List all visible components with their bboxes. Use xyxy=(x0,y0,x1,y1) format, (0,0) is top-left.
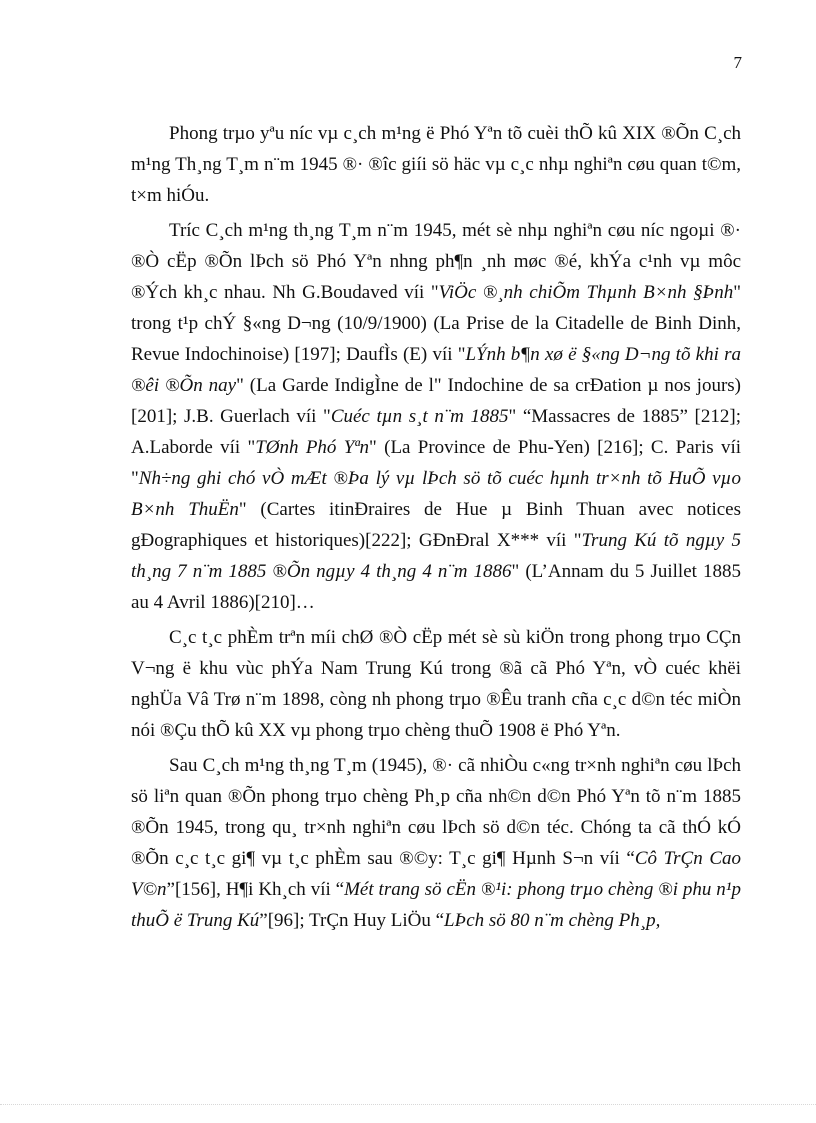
paragraph-4-text-2: ”[156], H¶i Kh¸ch víi “ xyxy=(166,879,345,900)
paragraph-2-title-5: Nh÷ng ghi chó vÒ mÆt ®Þa lý vµ lÞch sö tõ cuéc hµnh tr×nh tõ HuÕ vµo B×nh ThuËn xyxy=(131,468,741,520)
paragraph-2-text-7: " (L’Annam du 5 Juillet 1885 au 4 Avril 1886)[210]… xyxy=(131,561,741,613)
paragraph-2-text-6: " (Cartes itinÐraires de Hue µ Binh Thuan avec notices gÐographiques et historiques)[222]; GÐnÐral X*** víi " xyxy=(131,499,741,551)
page-number: 7 xyxy=(733,53,742,72)
paragraph-2-text-1: Tríc C¸ch m¹ng th¸ng T¸m n¨m 1945, mét sè nhµ nghiªn cøu níc ngoµi ®· ®Ò cËp ®Õn lÞch sö Phó Yªn nhng ph¶n ¸nh møc ®é, khÝa c¹nh vµ môc ®Ých kh¸c nhau. Nh G.Boudaved víi " xyxy=(131,220,741,303)
paragraph-4-title-3: LÞch sö 80 n¨m chèng Ph¸p, xyxy=(444,910,661,931)
page-bottom-edge xyxy=(0,1104,816,1123)
paragraph-2-title-6: Trung Kú tõ ngµy 5 th¸ng 7 n¨m 1885 ®Õn ngµy 4 th¸ng 4 n¨m 1886 xyxy=(131,530,742,582)
paragraph-1-text: Phong trµo yªu níc vµ c¸ch m¹ng ë Phó Yªn tõ cuèi thÕ kû XIX ®Õn C¸ch m¹ng Th¸ng T¸m n¨m 1945 ®· ®îc giíi sö häc vµ c¸c nhµ nghiªn cøu quan t©m, t×m hiÓu. xyxy=(131,123,741,206)
paragraph-4-text-3: ”[96]; TrÇn Huy LiÖu “ xyxy=(259,910,445,931)
paragraph-2-text-5: " (La Province de Phu-Yen) [216]; C. Paris víi " xyxy=(131,437,742,489)
paragraph-4 xyxy=(131,750,741,936)
paragraph-3-text: C¸c t¸c phÈm trªn míi chØ ®Ò cËp mét sè sù kiÖn trong phong trµo CÇn V¬ng ë khu vùc phÝa Nam Trung Kú trong ®ã cã Phó Yªn, vÒ cuéc khëi nghÜa Vâ Trø n¨m 1898, còng nh phong trµo ®Êu tranh cña c¸c d©n téc miÒn nói ®Çu thÕ kû XX vµ phong trµo chèng thuÕ 1908 ë Phó Yªn. xyxy=(131,627,741,741)
paragraph-2-title-3: Cuéc tµn s¸t n¨m 1885 xyxy=(330,406,509,427)
document-body xyxy=(131,118,741,936)
paragraph-2-title-2: LÝnh b¶n xø ë §«ng D¬ng tõ khi ra ®êi ®Õn nay xyxy=(131,344,741,396)
paragraph-2-title-1: ViÖc ®¸nh chiÕm Thµnh B×nh §Þnh xyxy=(438,282,734,303)
paragraph-2-text-3: " (La Garde IndigÌne de l" Indochine de sa crÐation µ nos jours) [201]; J.B. Guerlach víi " xyxy=(131,375,741,427)
paragraph-4-title-1: Cô TrÇn Cao V©n xyxy=(131,848,741,900)
paragraph-2 xyxy=(131,215,741,618)
paragraph-4-text-1: Sau C¸ch m¹ng th¸ng T¸m (1945), ®· cã nhiÒu c«ng tr×nh nghiªn cøu lÞch sö liªn quan ®Õn phong trµo chèng Ph¸p cña nh©n d©n Phó Yªn tõ n¨m 1885 ®Õn 1945, trong qu¸ tr×nh nghiªn cøu lÞch sö d©n téc. Chóng ta cã thÓ kÓ ®Õn c¸c t¸c gi¶ vµ t¸c phÈm sau ®©y: T¸c gi¶ Hµnh S¬n víi “ xyxy=(131,755,741,869)
paragraph-2-text-4: " “Massacres de 1885” [212]; A.Laborde víi " xyxy=(131,406,741,458)
paragraph-1 xyxy=(131,118,741,211)
paragraph-2-title-4: TØnh Phó Yªn xyxy=(255,437,370,458)
paragraph-2-text-2: " trong t¹p chÝ §«ng D¬ng (10/9/1900) (La Prise de la Citadelle de Binh Dinh, Revue Indochinoise) [197]; DaufÌs (E) víi " xyxy=(131,282,742,365)
paragraph-3 xyxy=(131,622,741,746)
paragraph-4-title-2: Mét trang sö cËn ®¹i: phong trµo chèng ®i phu n¹p thuÕ ë Trung Kú xyxy=(131,879,741,931)
